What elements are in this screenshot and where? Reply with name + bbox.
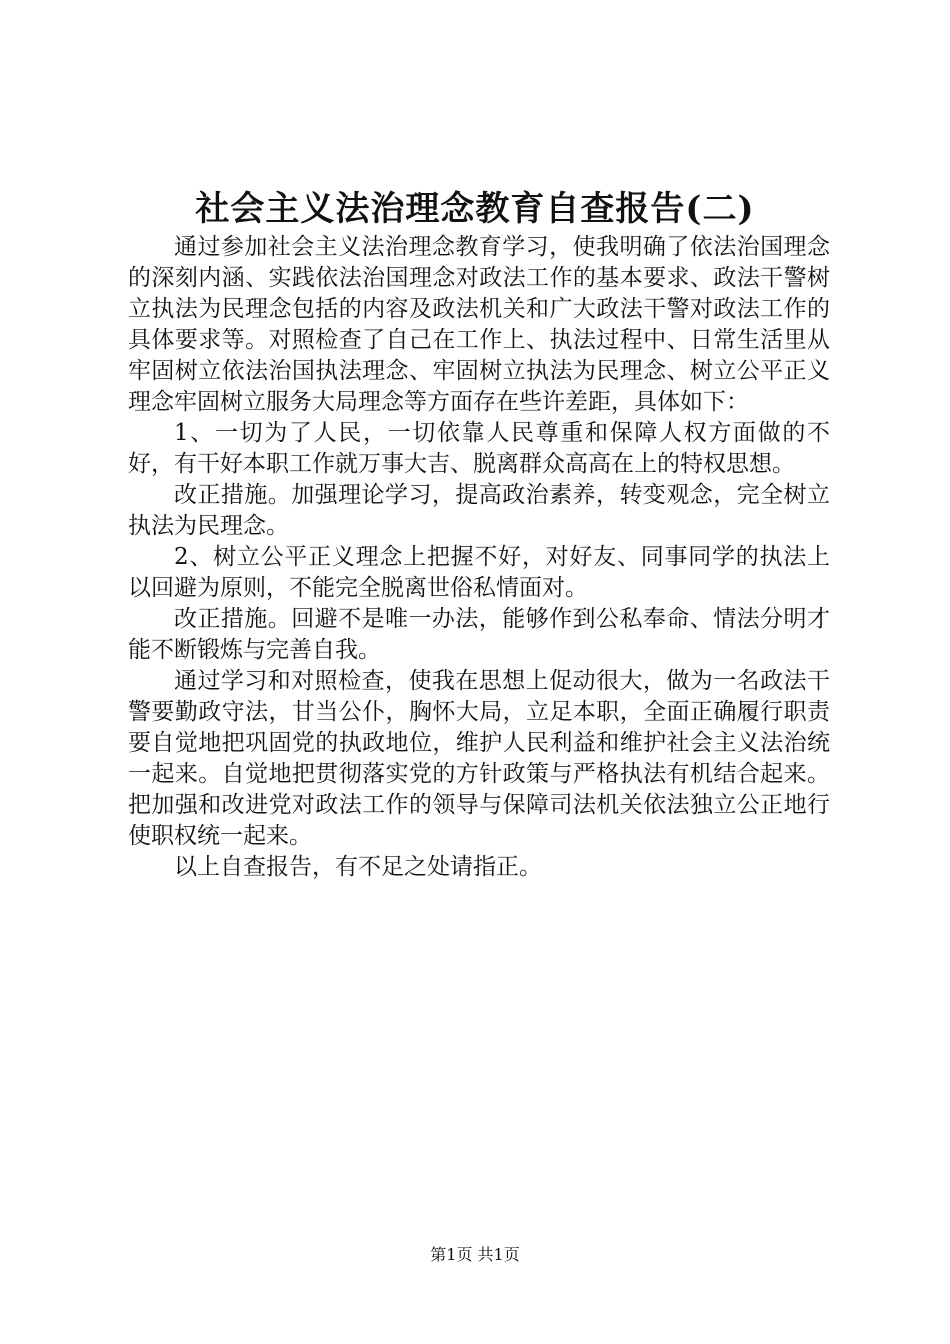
paragraph-item-2: 2、树立公平正义理念上把握不好，对好友、同事同学的执法上以回避为原则，不能完全脱离世俗私情面对。: [128, 544, 830, 601]
document-body: [128, 232, 830, 883]
paragraph-item-1: 1、一切为了人民，一切依靠人民尊重和保障人权方面做的不好，有干好本职工作就万事大吉、脱离群众高高在上的特权思想。: [128, 420, 830, 477]
page-footer: 第1页 共1页: [430, 1245, 520, 1264]
paragraph-intro: 通过参加社会主义法治理念教育学习，使我明确了依法治国理念的深刻内涵、实践依法治国理念对政法工作的基本要求、政法干警树立执法为民理念包括的内容及政法机关和广大政法干警对政法工作的具体要求等。对照检查了自己在工作上、执法过程中、日常生活里从牢固树立依法治国执法理念、牢固树立执法为民理念、树立公平正义理念牢固树立服务大局理念等方面存在些许差距，具体如下：: [128, 234, 830, 415]
document-title: 社会主义法治理念教育自查报告(二): [195, 189, 755, 229]
paragraph-closing: 以上自查报告，有不足之处请指正。: [174, 854, 542, 880]
paragraph-correction-1: 改正措施。加强理论学习，提高政治素养，转变观念，完全树立执法为民理念。: [128, 482, 830, 539]
paragraph-summary: 通过学习和对照检查，使我在思想上促动很大，做为一名政法干警要勤政守法，甘当公仆，胸怀大局，立足本职，全面正确履行职责要自觉地把巩固党的执政地位，维护人民利益和维护社会主义法治统一起来。自觉地把贯彻落实党的方针政策与严格执法有机结合起来。把加强和改进党对政法工作的领导与保障司法机关依法独立公正地行使职权统一起来。: [128, 668, 830, 849]
paragraph-correction-2: 改正措施。回避不是唯一办法，能够作到公私奉命、情法分明才能不断锻炼与完善自我。: [128, 606, 830, 663]
